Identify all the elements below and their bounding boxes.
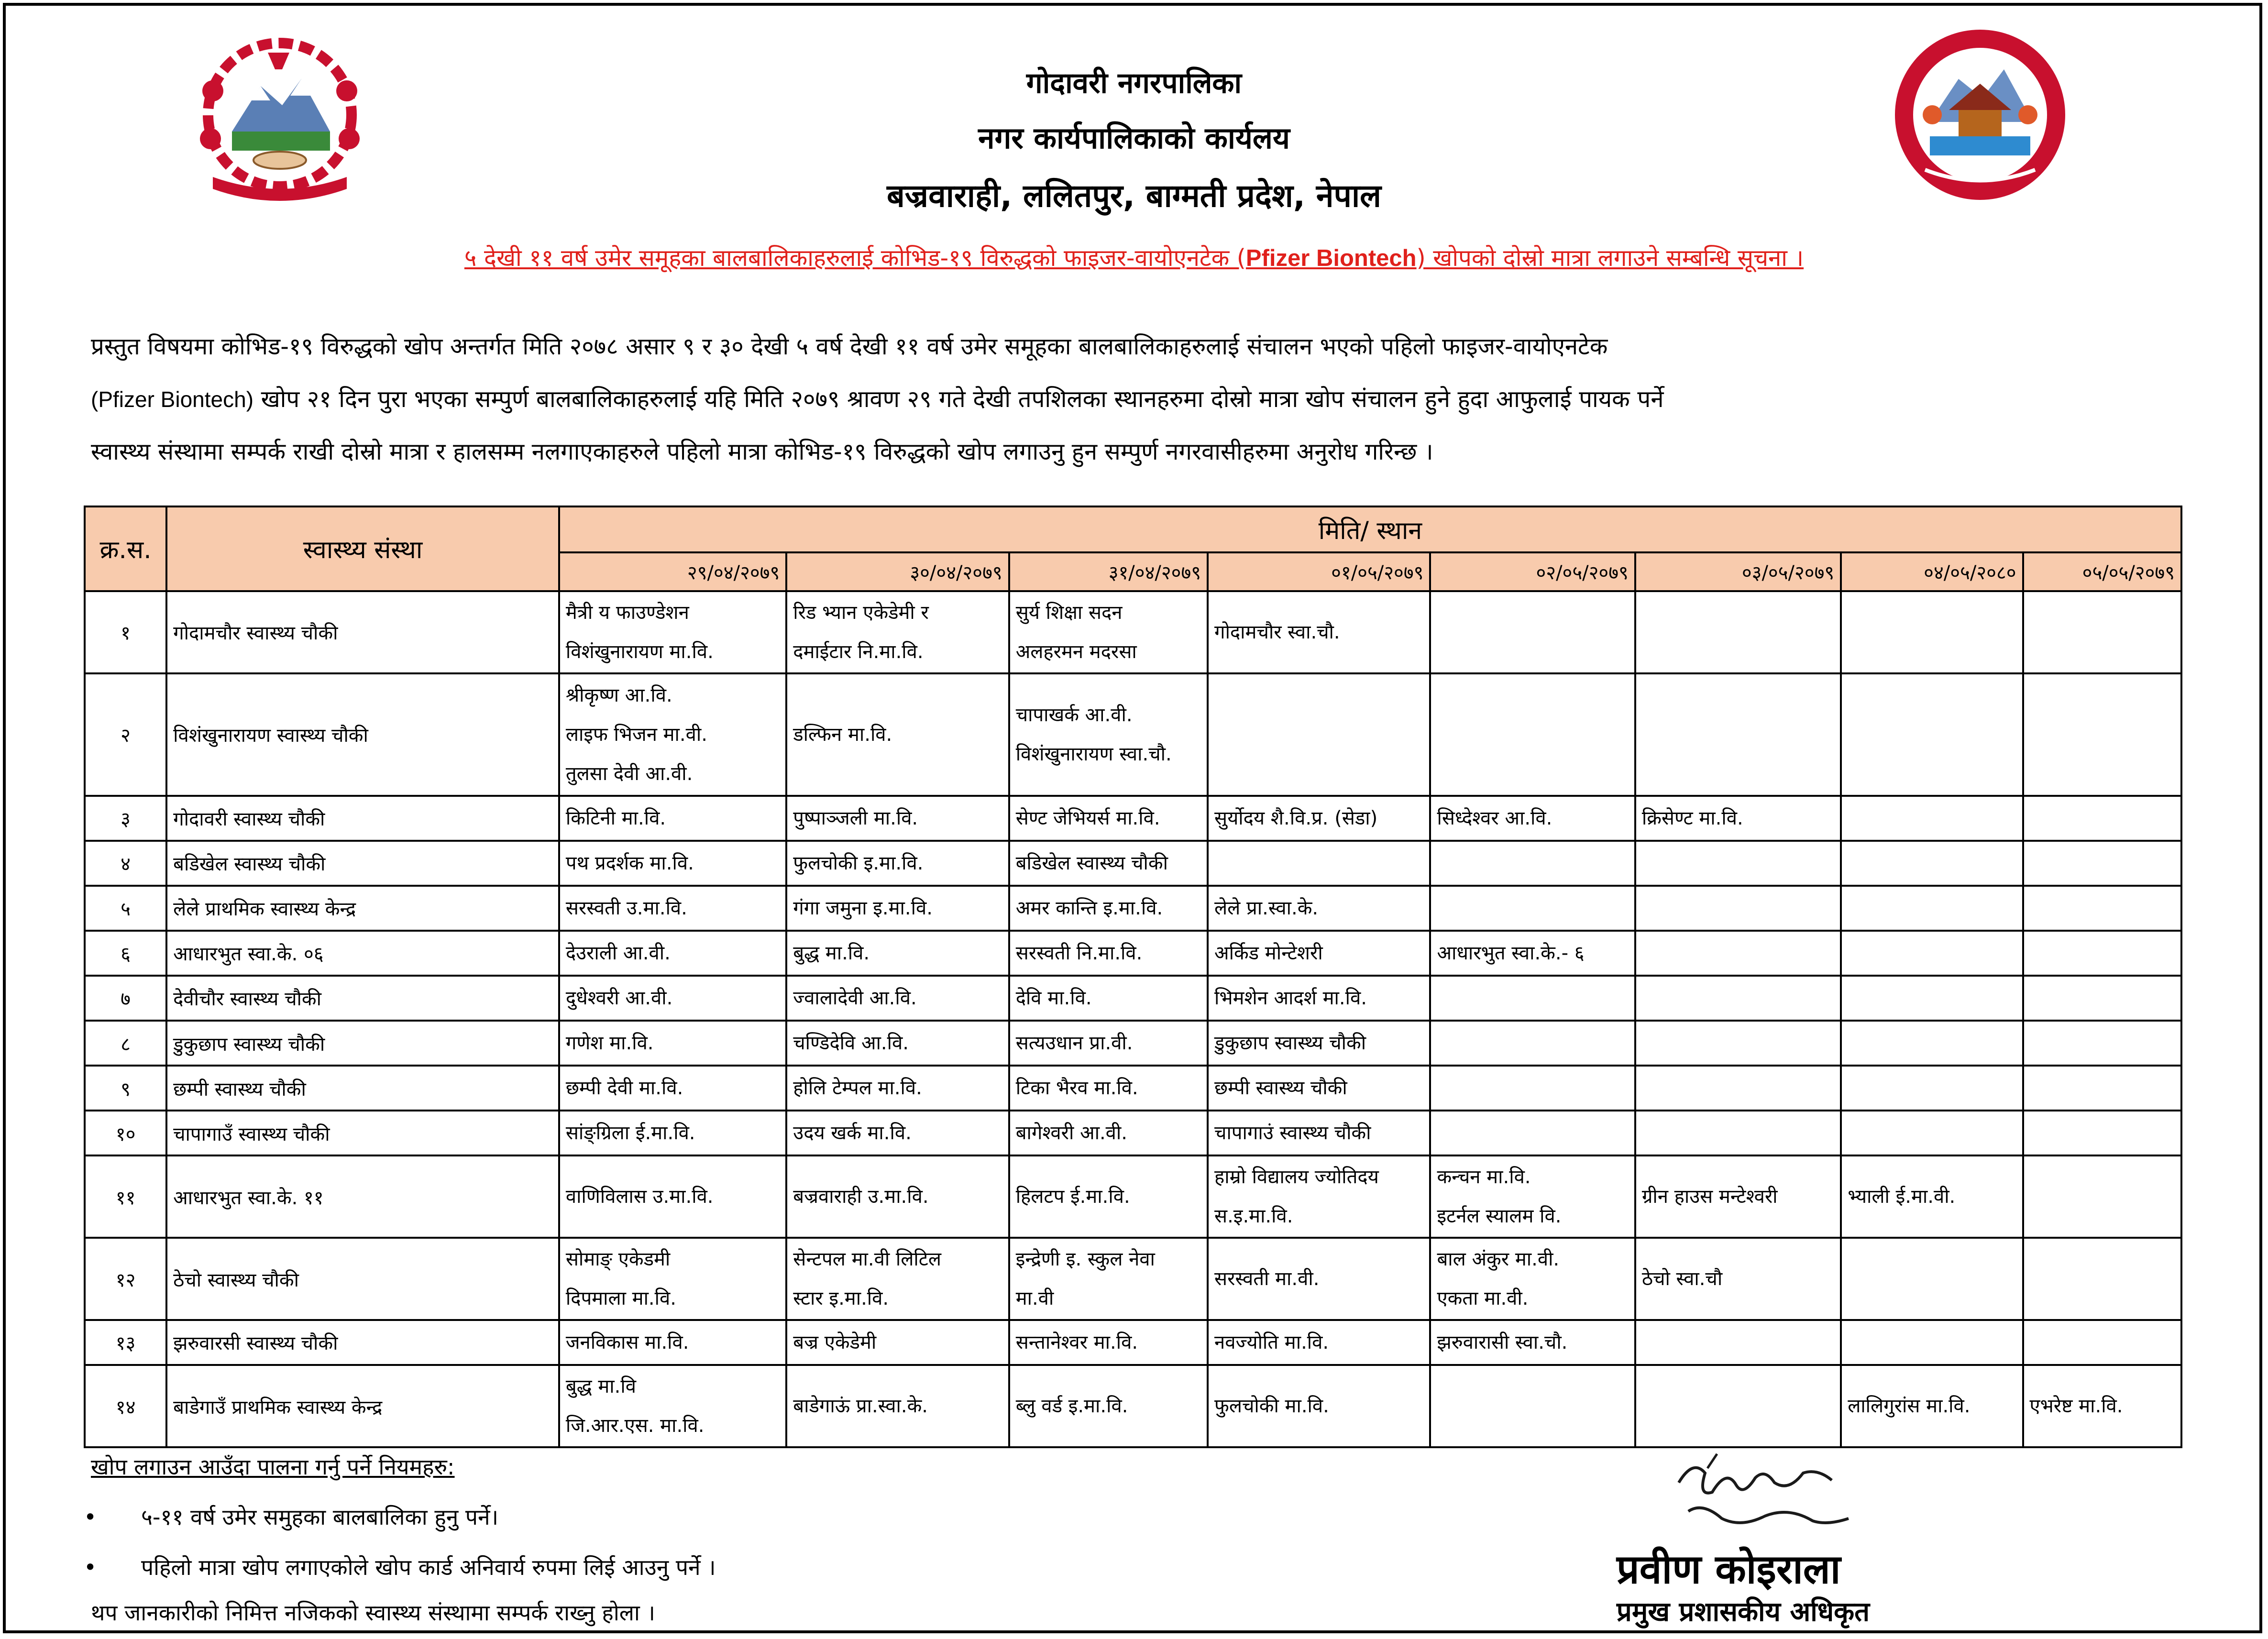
- venue-name: दमाईटार नि.मा.वि.: [793, 640, 924, 663]
- venue-name: देवि मा.वि.: [1015, 987, 1092, 1009]
- venue-name: विशंखुनारायण स्वा.चौ.: [1015, 743, 1172, 765]
- venue-name: किटिनी मा.वि.: [565, 807, 666, 829]
- table-row: [85, 591, 2181, 673]
- venue-name: फुलचोकी मा.वि.: [1214, 1395, 1329, 1418]
- col-header-date: ०४/०५/२०८०: [1841, 552, 2023, 591]
- schedule-cell: [2023, 796, 2181, 841]
- schedule-cell: [559, 1155, 786, 1238]
- schedule-cell: [559, 1066, 786, 1111]
- schedule-cell: [1635, 1066, 1841, 1111]
- venue-name: सिध्देश्वर आ.वि.: [1437, 807, 1552, 829]
- row-sn: १२: [85, 1238, 166, 1320]
- schedule-cell: [1208, 976, 1430, 1021]
- schedule-cell: [2023, 673, 2181, 796]
- venue-name: बागेश्वरी आ.वी.: [1015, 1122, 1127, 1144]
- schedule-cell: [559, 841, 786, 886]
- schedule-cell: [1635, 841, 1841, 886]
- schedule-cell: [1009, 886, 1208, 931]
- row-facility: लेले प्राथमिक स्वास्थ्य केन्द्र: [166, 886, 559, 931]
- schedule-cell: [2023, 1066, 2181, 1111]
- schedule-cell: [1009, 1320, 1208, 1365]
- row-facility: आधारभुत स्वा.के. ०६: [166, 931, 559, 976]
- row-facility: ठेचो स्वास्थ्य चौकी: [166, 1238, 559, 1320]
- schedule-cell: [1841, 796, 2023, 841]
- venue-name: अमर कान्ति इ.मा.वि.: [1015, 897, 1163, 919]
- municipality-name: गोदावरी नगरपालिका: [1026, 66, 1242, 100]
- schedule-cell: [1208, 796, 1430, 841]
- venue-name: इन्द्रेणी इ. स्कुल नेवा: [1015, 1248, 1155, 1271]
- office-name: नगर कार्यपालिकाको कार्यलय: [978, 121, 1290, 155]
- table-row: [85, 931, 2181, 976]
- table-row: [85, 1365, 2181, 1447]
- venue-name: फुलचोकी इ.मा.वि.: [793, 852, 924, 874]
- row-sn: १०: [85, 1111, 166, 1155]
- schedule-cell: [1009, 1155, 1208, 1238]
- schedule-cell: [786, 931, 1009, 976]
- rules-title: खोप लगाउन आउँदा पालना गर्नु पर्ने नियमहरु:: [91, 1454, 455, 1480]
- schedule-cell: [2023, 1365, 2181, 1447]
- schedule-cell: [1430, 1066, 1635, 1111]
- schedule-cell: [1430, 1111, 1635, 1155]
- col-header-facility: स्वास्थ्य संस्था: [166, 506, 559, 591]
- schedule-cell: [1430, 673, 1635, 796]
- venue-name: भ्याली ई.मा.वी.: [1848, 1186, 1956, 1208]
- schedule-cell: [1841, 931, 2023, 976]
- schedule-cell: [1430, 931, 1635, 976]
- subject-part1: ५ देखी ११ वर्ष उमेर समूहका बालबालिकाहरुलाई कोभिड-१९ विरुद्धको फाइजर-वायोएनटेक (: [464, 244, 1246, 272]
- schedule-cell: [1208, 1111, 1430, 1155]
- venue-name: जि.आर.एस. मा.वि.: [565, 1415, 705, 1437]
- venue-name: चापागाउं स्वास्थ्य चौकी: [1214, 1122, 1371, 1144]
- venue-name: पथ प्रदर्शक मा.वि.: [565, 852, 694, 874]
- schedule-cell: [1009, 1238, 1208, 1320]
- col-header-sn: क्र.स.: [85, 506, 166, 591]
- schedule-cell: [2023, 591, 2181, 673]
- schedule-cell: [559, 1021, 786, 1066]
- notice-subject: [0, 242, 2268, 273]
- schedule-cell: [786, 886, 1009, 931]
- schedule-cell: [559, 931, 786, 976]
- venue-name: एकता मा.वी.: [1437, 1287, 1529, 1310]
- rule-item: [84, 1552, 716, 1582]
- schedule-cell: [559, 976, 786, 1021]
- venue-name: बाल अंकुर मा.वी.: [1437, 1248, 1560, 1271]
- venue-name: चण्डिदेवि आ.वि.: [793, 1032, 909, 1055]
- schedule-cell: [786, 1365, 1009, 1447]
- venue-name: होलि टेम्पल मा.वि.: [793, 1077, 922, 1100]
- venue-name: दुधेश्वरी आ.वी.: [565, 987, 673, 1009]
- schedule-cell: [1841, 1066, 2023, 1111]
- col-header-date: ०१/०५/२०७९: [1208, 552, 1430, 591]
- venue-name: गोदामचौर स्वा.चौ.: [1214, 621, 1340, 643]
- venue-name: लालिगुरांस मा.वि.: [1848, 1395, 1971, 1418]
- venue-name: लाइफ भिजन मा.वी.: [565, 723, 707, 746]
- schedule-cell: [1009, 1365, 1208, 1447]
- table-row: [85, 1320, 2181, 1365]
- schedule-cell: [786, 1021, 1009, 1066]
- row-facility: गोदावरी स्वास्थ्य चौकी: [166, 796, 559, 841]
- subject-part2: ) खोपको दोस्रो मात्रा लगाउने सम्बन्धि सूचना ।: [1416, 244, 1804, 272]
- venue-name: लेले प्रा.स्वा.के.: [1214, 897, 1319, 919]
- venue-name: बज्र एकेडेमी: [793, 1331, 877, 1353]
- schedule-cell: [1841, 1021, 2023, 1066]
- schedule-cell: [2023, 841, 2181, 886]
- schedule-cell: [1841, 591, 2023, 673]
- bullet: •: [84, 1554, 97, 1580]
- venue-name: बज्रवाराही उ.मा.वि.: [793, 1186, 929, 1208]
- schedule-cell: [1635, 976, 1841, 1021]
- schedule-cell: [1635, 673, 1841, 796]
- schedule-cell: [1208, 1021, 1430, 1066]
- venue-name: हाम्रो विद्यालय ज्योतिदय: [1214, 1166, 1379, 1188]
- schedule-cell: [2023, 1320, 2181, 1365]
- schedule-cell: [1208, 1238, 1430, 1320]
- row-facility: बडिखेल स्वास्थ्य चौकी: [166, 841, 559, 886]
- venue-name: ब्लु वर्ड इ.मा.वि.: [1015, 1395, 1128, 1418]
- venue-name: सरस्वती मा.वी.: [1214, 1268, 1320, 1290]
- schedule-cell: [1635, 1155, 1841, 1238]
- venue-name: छम्पी देवी मा.वि.: [565, 1077, 683, 1100]
- venue-name: नवज्योति मा.वि.: [1214, 1331, 1329, 1353]
- schedule-cell: [1208, 841, 1430, 886]
- venue-name: सुर्योदय शै.वि.प्र. (सेडा): [1214, 807, 1378, 829]
- venue-name: ग्रीन हाउस मन्टेश्वरी: [1641, 1186, 1778, 1208]
- schedule-cell: [1841, 1365, 2023, 1447]
- schedule-cell: [1009, 1066, 1208, 1111]
- notice-paragraph-line2: [91, 383, 2186, 414]
- venue-name: झरुवारासी स्वा.चौ.: [1437, 1331, 1568, 1353]
- schedule-cell: [1208, 1066, 1430, 1111]
- venue-name: सुर्य शिक्षा सदन: [1015, 601, 1123, 624]
- schedule-cell: [786, 1066, 1009, 1111]
- row-facility: विशंखुनारायण स्वास्थ्य चौकी: [166, 673, 559, 796]
- schedule-cell: [1635, 1320, 1841, 1365]
- venue-name: वाणिविलास उ.मा.वि.: [565, 1186, 714, 1208]
- schedule-cell: [1430, 591, 1635, 673]
- schedule-cell: [1009, 673, 1208, 796]
- table-row: [85, 1155, 2181, 1238]
- schedule-cell: [786, 1238, 1009, 1320]
- schedule-cell: [1635, 886, 1841, 931]
- venue-name: हिलटप ई.मा.वि.: [1015, 1186, 1130, 1208]
- venue-name: मा.वी: [1015, 1287, 1054, 1310]
- row-sn: १: [85, 591, 166, 673]
- venue-name: छम्पी स्वास्थ्य चौकी: [1214, 1077, 1347, 1100]
- schedule-cell: [786, 1155, 1009, 1238]
- table-row: [85, 1111, 2181, 1155]
- venue-name: रिड भ्यान एकेडेमी र: [793, 601, 929, 624]
- schedule-cell: [1009, 976, 1208, 1021]
- row-facility: चापागाउँ स्वास्थ्य चौकी: [166, 1111, 559, 1155]
- schedule-cell: [2023, 1155, 2181, 1238]
- schedule-cell: [1208, 886, 1430, 931]
- schedule-cell: [1635, 1111, 1841, 1155]
- schedule-cell: [1841, 1238, 2023, 1320]
- schedule-cell: [1841, 1320, 2023, 1365]
- venue-name: मैत्री य फाउण्डेशन: [565, 601, 689, 624]
- vaccination-schedule-table: [84, 506, 2182, 1448]
- schedule-cell: [786, 841, 1009, 886]
- schedule-cell: [1208, 1365, 1430, 1447]
- schedule-cell: [1430, 976, 1635, 1021]
- venue-name: गंगा जमुना इ.मा.वि.: [793, 897, 933, 919]
- venue-name: भिमशेन आदर्श मा.वि.: [1214, 987, 1367, 1009]
- venue-name: बडिखेल स्वास्थ्य चौकी: [1015, 852, 1168, 874]
- schedule-cell: [1430, 1021, 1635, 1066]
- row-facility: आधारभुत स्वा.के. ११: [166, 1155, 559, 1238]
- schedule-cell: [2023, 1111, 2181, 1155]
- paragraph-line2-text: खोप २१ दिन पुरा भएका सम्पुर्ण बालबालिकाहरुलाई यहि मिति २०७९ श्रावण २९ गते देखी तपशिलका स्थानहरुमा दोस्रो मात्रा खोप संचालन हुने हुदा आफुलाई पायक पर्ने: [253, 385, 1664, 413]
- venue-name: देउराली आ.वी.: [565, 942, 671, 964]
- venue-name: दिपमाला मा.वि.: [565, 1287, 676, 1310]
- schedule-cell: [1635, 1021, 1841, 1066]
- venue-name: उदय खर्क मा.वि.: [793, 1122, 912, 1144]
- venue-name: ठेचो स्वा.चौ: [1641, 1268, 1723, 1290]
- schedule-cell: [1635, 1238, 1841, 1320]
- schedule-cell: [1430, 1320, 1635, 1365]
- table-row: [85, 673, 2181, 796]
- venue-name: स.इ.मा.वि.: [1214, 1205, 1293, 1228]
- col-header-date: ०३/०५/२०७९: [1635, 552, 1841, 591]
- row-sn: ५: [85, 886, 166, 931]
- venue-name: आधारभुत स्वा.के.- ६: [1437, 942, 1585, 964]
- row-sn: ९: [85, 1066, 166, 1111]
- schedule-cell: [1841, 886, 2023, 931]
- schedule-cell: [1009, 796, 1208, 841]
- schedule-cell: [559, 1111, 786, 1155]
- venue-name: इटर्नल स्यालम वि.: [1437, 1205, 1562, 1228]
- schedule-cell: [1009, 931, 1208, 976]
- schedule-cell: [559, 1238, 786, 1320]
- schedule-cell: [1430, 841, 1635, 886]
- row-sn: ३: [85, 796, 166, 841]
- schedule-cell: [1841, 1155, 2023, 1238]
- venue-name: बुद्ध मा.वि: [565, 1375, 636, 1398]
- subject-brand: Pfizer Biontech: [1245, 245, 1417, 271]
- schedule-cell: [1430, 1238, 1635, 1320]
- signer-name: प्रवीण कोइराला: [1617, 1546, 1841, 1593]
- row-sn: ७: [85, 976, 166, 1021]
- venue-name: टिका भैरव मा.वि.: [1015, 1077, 1138, 1100]
- venue-name: सरस्वती नि.मा.वि.: [1015, 942, 1143, 964]
- schedule-cell: [1430, 1155, 1635, 1238]
- row-facility: डुकुछाप स्वास्थ्य चौकी: [166, 1021, 559, 1066]
- schedule-cell: [1635, 796, 1841, 841]
- row-facility: झरुवारसी स्वास्थ्य चौकी: [166, 1320, 559, 1365]
- schedule-cell: [2023, 886, 2181, 931]
- schedule-cell: [786, 976, 1009, 1021]
- row-facility: गोदामचौर स्वास्थ्य चौकी: [166, 591, 559, 673]
- venue-name: एभरेष्ट मा.वि.: [2029, 1395, 2123, 1418]
- schedule-cell: [1841, 841, 2023, 886]
- venue-name: डुकुछाप स्वास्थ्य चौकी: [1214, 1032, 1366, 1055]
- schedule-cell: [1208, 931, 1430, 976]
- row-sn: ११: [85, 1155, 166, 1238]
- venue-name: सत्यउधान प्रा.वी.: [1015, 1032, 1133, 1055]
- schedule-cell: [1430, 886, 1635, 931]
- venue-name: बाडेगाऊं प्रा.स्वा.के.: [793, 1395, 928, 1418]
- signature-icon: [1660, 1440, 1865, 1554]
- table-row: [85, 976, 2181, 1021]
- schedule-cell: [1009, 1111, 1208, 1155]
- venue-name: अर्किड मोन्टेशरी: [1214, 942, 1323, 964]
- venue-name: डल्फिन मा.वि.: [793, 723, 892, 746]
- venue-name: अलहरमन मदरसा: [1015, 640, 1137, 663]
- venue-name: सेन्टपल मा.वी लिटिल: [793, 1248, 942, 1271]
- table-row: [85, 1066, 2181, 1111]
- schedule-cell: [1009, 1021, 1208, 1066]
- venue-name: क्रिसेण्ट मा.वि.: [1641, 807, 1743, 829]
- col-header-date: ३०/०४/२०७९: [786, 552, 1009, 591]
- venue-name: स्टार इ.मा.वि.: [793, 1287, 889, 1310]
- schedule-cell: [1208, 673, 1430, 796]
- venue-name: सन्तानेश्वर मा.वि.: [1015, 1331, 1138, 1353]
- schedule-cell: [2023, 1238, 2181, 1320]
- row-sn: ६: [85, 931, 166, 976]
- schedule-cell: [1635, 591, 1841, 673]
- bullet: •: [84, 1504, 97, 1530]
- row-sn: १३: [85, 1320, 166, 1365]
- col-header-date: २९/०४/२०७९: [559, 552, 786, 591]
- schedule-cell: [1208, 1155, 1430, 1238]
- row-sn: २: [85, 673, 166, 796]
- schedule-cell: [1841, 1111, 2023, 1155]
- venue-name: विशंखुनारायण मा.वि.: [565, 640, 714, 663]
- venue-name: चापाखर्क आ.वी.: [1015, 704, 1133, 726]
- table-row: [85, 1021, 2181, 1066]
- schedule-cell: [786, 673, 1009, 796]
- schedule-cell: [2023, 1021, 2181, 1066]
- table-row: [85, 841, 2181, 886]
- schedule-cell: [559, 673, 786, 796]
- row-sn: ४: [85, 841, 166, 886]
- schedule-cell: [559, 1320, 786, 1365]
- table-row: [85, 1238, 2181, 1320]
- schedule-cell: [1009, 841, 1208, 886]
- venue-name: सेण्ट जेभियर्स मा.वि.: [1015, 807, 1160, 829]
- row-sn: ८: [85, 1021, 166, 1066]
- contact-note: थप जानकारीको निमित्त नजिकको स्वास्थ्य संस्थामा सम्पर्क राख्नु होला ।: [91, 1600, 655, 1626]
- venue-name: सरस्वती उ.मा.वि.: [565, 897, 687, 919]
- signer-title: प्रमुख प्रशासकीय अधिकृत: [1617, 1596, 1870, 1628]
- office-address: बज्रवाराही, ललितपुर, बाग्मती प्रदेश, नेपाल: [887, 177, 1381, 214]
- venue-name: तुलसा देवी आ.वी.: [565, 762, 693, 785]
- schedule-cell: [1208, 591, 1430, 673]
- venue-name: कन्चन मा.वि.: [1437, 1166, 1531, 1188]
- schedule-cell: [1430, 796, 1635, 841]
- rule-text: ५-११ वर्ष उमेर समुहका बालबालिका हुनु पर्ने।: [141, 1504, 498, 1530]
- row-sn: १४: [85, 1365, 166, 1447]
- venue-name: श्रीकृष्ण आ.वि.: [565, 684, 672, 706]
- schedule-cell: [2023, 931, 2181, 976]
- schedule-cell: [786, 796, 1009, 841]
- rule-text: पहिलो मात्रा खोप लगाएकोले खोप कार्ड अनिवार्य रुपमा लिई आउनु पर्ने ।: [141, 1554, 716, 1580]
- notice-paragraph-line1: प्रस्तुत विषयमा कोभिड-१९ विरुद्धको खोप अन्तर्गत मिति २०७८ असार ९ र ३० देखी ५ वर्ष देखी ११ वर्ष उमेर समूहका बालबालिकाहरुलाई संचालन भएको पहिलो फाइजर-वायोएनटेक: [91, 333, 1608, 360]
- table-row: [85, 796, 2181, 841]
- schedule-cell: [559, 886, 786, 931]
- notice-paragraph-line3: स्वास्थ्य संस्थामा सम्पर्क राखी दोस्रो मात्रा र हालसम्म नलगाएकाहरुले पहिलो मात्रा कोभिड-१९ विरुद्धको खोप लगाउनु हुन सम्पुर्ण नगरवासीहरुमा अनुरोध गरिन्छ ।: [91, 438, 1433, 465]
- paragraph-brand: (Pfizer Biontech): [91, 387, 254, 412]
- schedule-cell: [1841, 976, 2023, 1021]
- schedule-cell: [1430, 1365, 1635, 1447]
- venue-name: सांङ्ग्रिला ई.मा.वि.: [565, 1122, 695, 1144]
- schedule-cell: [1841, 673, 2023, 796]
- venue-name: बुद्ध मा.वि.: [793, 942, 870, 964]
- col-header-date-place: मिति/ स्थान: [559, 506, 2181, 552]
- rule-item: [84, 1502, 498, 1531]
- schedule-cell: [559, 1365, 786, 1447]
- row-facility: छम्पी स्वास्थ्य चौकी: [166, 1066, 559, 1111]
- col-header-date: ३१/०४/२०७९: [1009, 552, 1208, 591]
- table-row: [85, 886, 2181, 931]
- venue-name: गणेश मा.वि.: [565, 1032, 654, 1055]
- schedule-cell: [1635, 1365, 1841, 1447]
- venue-name: सोमाङ् एकेडमी: [565, 1248, 671, 1271]
- venue-name: जनविकास मा.वि.: [565, 1331, 689, 1353]
- schedule-cell: [786, 1320, 1009, 1365]
- row-facility: देवीचौर स्वास्थ्य चौकी: [166, 976, 559, 1021]
- col-header-date: ०५/०५/२०७९: [2023, 552, 2181, 591]
- schedule-cell: [1009, 591, 1208, 673]
- schedule-cell: [1208, 1320, 1430, 1365]
- row-facility: बाडेगाउँ प्राथमिक स्वास्थ्य केन्द्र: [166, 1365, 559, 1447]
- schedule-cell: [786, 1111, 1009, 1155]
- venue-name: पुष्पाञ्जली मा.वि.: [793, 807, 918, 829]
- schedule-cell: [559, 796, 786, 841]
- venue-name: ज्वालादेवी आ.वि.: [793, 987, 917, 1009]
- col-header-date: ०२/०५/२०७९: [1430, 552, 1635, 591]
- schedule-cell: [786, 591, 1009, 673]
- schedule-cell: [2023, 976, 2181, 1021]
- schedule-cell: [1635, 931, 1841, 976]
- schedule-cell: [559, 591, 786, 673]
